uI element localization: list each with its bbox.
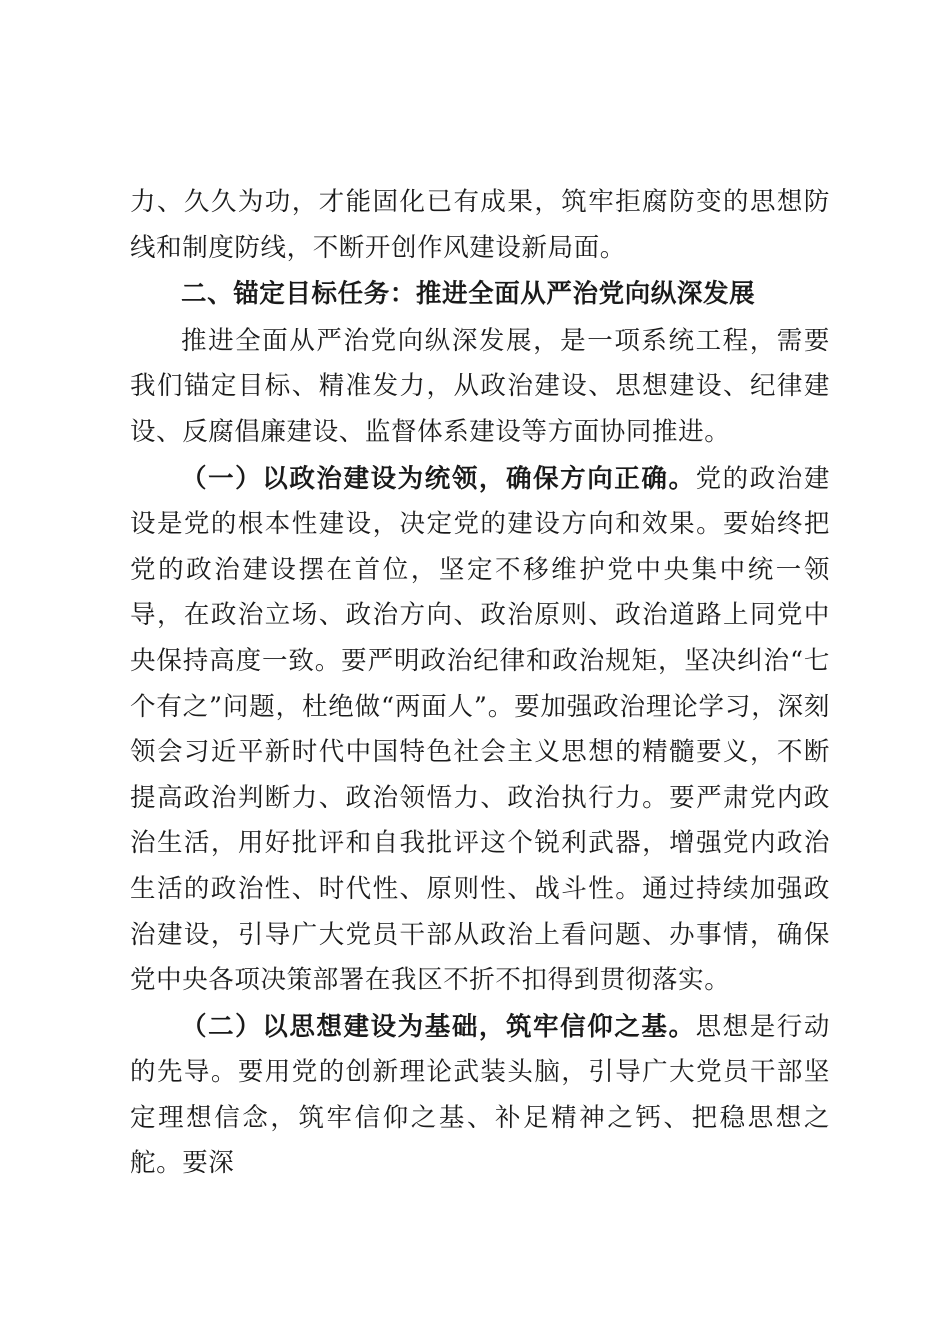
- document-body: [130, 180, 830, 1187]
- section-heading-text: 二、锚定目标任务：推进全面从严治党向纵深发展: [181, 279, 756, 310]
- paragraph-text: 思想是行动的先导。要用党的创新理论武装头脑，引导广大党员干部坚定理想信念，筑牢信仰之基、补足精神之钙、把稳思想之舵。要深: [130, 1011, 830, 1179]
- section-heading: [130, 272, 830, 318]
- paragraph-text: 党的政治建设是党的根本性建设，决定党的建设方向和效果。要始终把党的政治建设摆在首位，坚定不移维护党中央集中统一领导，在政治立场、政治方向、政治原则、政治道路上同党中央保持高度一致。要严明政治纪律和政治规矩，坚决纠治“七个有之”问题，杜绝做“两面人”。要加强政治理论学习，深刻领会习近平新时代中国特色社会主义思想的精髓要义，不断提高政治判断力、政治领悟力、政治执行力。要严肃党内政治生活，用好批评和自我批评这个锐利武器，增强党内政治生活的政治性、时代性、原则性、战斗性。通过持续加强政治建设，引导广大党员干部从政治上看问题、办事情，确保党中央各项决策部署在我区不折不扣得到贯彻落实。: [130, 463, 830, 996]
- subheading-lead: （一）以政治建设为统领，确保方向正确。: [181, 463, 696, 494]
- paragraph-ideological-construction: [130, 1005, 830, 1187]
- paragraph-text: 力、久久为功，才能固化已有成果，筑牢拒腐防变的思想防线和制度防线，不断开创作风建设新局面。: [130, 187, 830, 263]
- paragraph-continuation: [130, 180, 830, 271]
- paragraph-text: 推进全面从严治党向纵深发展，是一项系统工程，需要我们锚定目标、精准发力，从政治建设、思想建设、纪律建设、反腐倡廉建设、监督体系建设等方面协同推进。: [130, 325, 830, 447]
- subheading-lead: （二）以思想建设为基础，筑牢信仰之基。: [181, 1011, 696, 1042]
- paragraph-intro: [130, 319, 830, 456]
- paragraph-political-construction: [130, 457, 830, 1004]
